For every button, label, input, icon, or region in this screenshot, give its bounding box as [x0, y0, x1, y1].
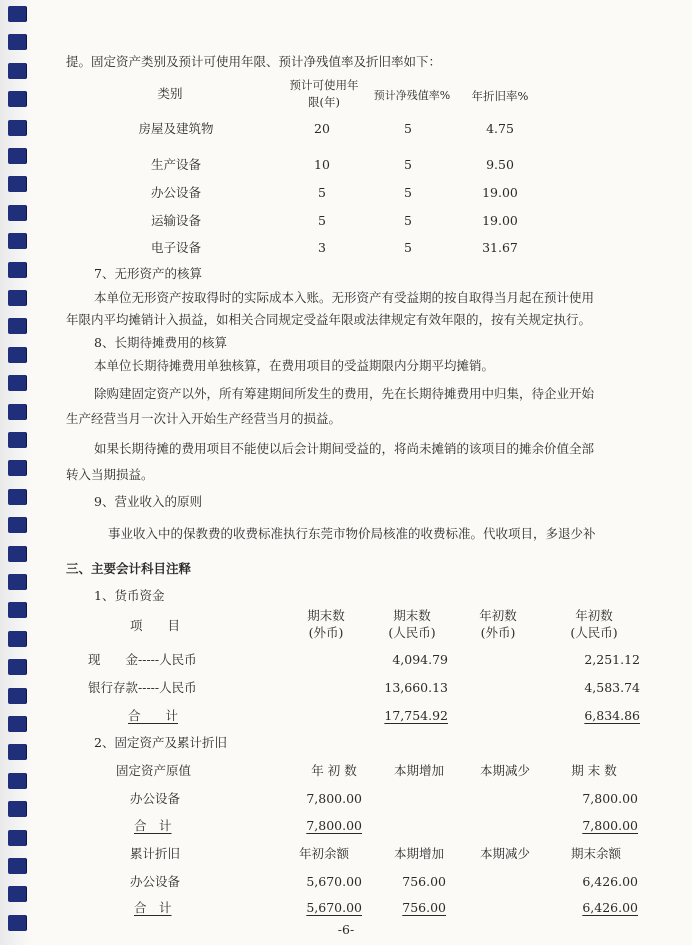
asset-row-residual: 5 — [404, 213, 412, 228]
asset-row-rate: 9.50 — [486, 157, 514, 172]
fixed-orig-row-begin: 7,800.00 — [306, 791, 362, 806]
fixed-orig-row-end: 7,800.00 — [582, 791, 638, 806]
cash-total-label: 合 计 — [128, 708, 179, 723]
section-9-title: 9、营业收入的原则 — [94, 494, 202, 509]
header-category: 类别 — [157, 86, 183, 101]
binding-ring — [8, 659, 26, 675]
header-rate: 年折旧率% — [471, 89, 529, 103]
dep-h-end: 期末余额 — [570, 846, 621, 861]
dep-h-add: 本期增加 — [393, 846, 444, 861]
cash-total-begin-rmb: 6,834.86 — [584, 708, 640, 723]
binding-ring — [8, 262, 26, 278]
binding-ring — [8, 631, 26, 647]
binding-ring — [8, 546, 26, 562]
asset-row-category: 生产设备 — [150, 157, 201, 172]
dep-label: 累计折旧 — [130, 846, 181, 861]
asset-row-residual: 5 — [404, 157, 412, 172]
cash-header-end-fx-sub: (外币) — [308, 625, 344, 640]
binding-ring — [8, 830, 26, 846]
asset-row-residual: 5 — [404, 121, 412, 136]
cash-header-begin-fx-sub: (外币) — [480, 625, 516, 640]
asset-row-years: 5 — [318, 185, 326, 200]
binding-ring — [8, 34, 26, 50]
header-residual: 预计净残值率% — [373, 89, 451, 102]
fixed-orig-h-end: 期 末 数 — [571, 763, 617, 778]
asset-row-category: 运输设备 — [150, 213, 201, 228]
section-8-title: 8、长期待摊费用的核算 — [94, 335, 227, 350]
binding-ring — [8, 148, 26, 164]
cash-header-item: 项 目 — [130, 618, 181, 633]
binding-ring — [8, 375, 26, 391]
binding-ring — [8, 63, 26, 79]
section-8-line3: 生产经营当月一次计入开始生产经营当月的损益。 — [66, 411, 342, 426]
cash-header-begin-rmb-sub: (人民币) — [570, 625, 618, 640]
asset-row-category: 电子设备 — [150, 240, 201, 255]
section-8-line2: 除购建固定资产以外，所有筹建期间所发生的费用，先在长期待摊费用中归集，待企业开始 — [94, 386, 595, 401]
fixed-title: 2、固定资产及累计折旧 — [94, 735, 227, 750]
bank-row-begin-rmb: 4,583.74 — [584, 680, 640, 695]
asset-row-years: 5 — [318, 213, 326, 228]
bank-row-end-rmb: 13,660.13 — [384, 680, 448, 695]
binding-ring — [8, 176, 26, 192]
asset-row-residual: 5 — [404, 185, 412, 200]
cash-total-end-rmb: 17,754.92 — [384, 708, 448, 723]
dep-row-begin: 5,670.00 — [306, 874, 362, 889]
binding-ring — [8, 91, 26, 107]
cash-row-begin-rmb: 2,251.12 — [584, 652, 640, 667]
fixed-orig-h-add: 本期增加 — [393, 763, 444, 778]
part-3-title: 三、主要会计科目注释 — [66, 561, 192, 576]
cash-title: 1、货币资金 — [94, 588, 165, 603]
dep-total-begin: 5,670.00 — [306, 900, 362, 915]
section-8-line4: 如果长期待摊的费用项目不能使以后会计期间受益的，将尚未摊销的该项目的摊余价值全部 — [94, 441, 595, 456]
binding-ring — [8, 233, 26, 249]
binding-ring — [8, 773, 26, 789]
dep-row-end: 6,426.00 — [582, 874, 638, 889]
section-7-line2: 年限内平均摊销计入损益，如相关合同规定受益年限或法律规定有效年限的，按有关规定执行。 — [66, 312, 592, 327]
binding-ring — [8, 915, 26, 931]
fixed-orig-total-label: 合 计 — [134, 818, 172, 833]
asset-row-years: 20 — [314, 121, 330, 136]
fixed-orig-h-sub: 本期减少 — [479, 763, 530, 778]
fixed-orig-row-label: 办公设备 — [130, 791, 181, 806]
binding-ring — [8, 801, 26, 817]
asset-row-years: 3 — [318, 240, 326, 255]
asset-row-rate: 31.67 — [482, 240, 518, 255]
binding-ring — [8, 347, 26, 363]
section-9-line1: 事业收入中的保教费的收费标准执行东莞市物价局核准的收费标准。代收项目，多退少补 — [108, 526, 596, 541]
dep-row-label: 办公设备 — [130, 874, 181, 889]
bank-row-label: 银行存款-----人民币 — [88, 680, 197, 695]
binding-ring — [8, 858, 26, 874]
spiral-binding — [0, 0, 32, 945]
binding-ring — [8, 404, 26, 420]
fixed-orig-total-end: 7,800.00 — [582, 818, 638, 833]
dep-total-end: 6,426.00 — [582, 900, 638, 915]
cash-header-begin-rmb: 年初数 — [575, 608, 613, 623]
binding-ring — [8, 318, 26, 334]
binding-ring — [8, 6, 26, 22]
intro-line: 提。固定资产类别及预计可使用年限、预计净残值率及折旧率如下： — [66, 54, 442, 69]
cash-row-end-rmb: 4,094.79 — [392, 652, 448, 667]
cash-header-end-fx: 期末数 — [307, 608, 345, 623]
binding-ring — [8, 460, 26, 476]
binding-ring — [8, 716, 26, 732]
dep-h-sub: 本期减少 — [479, 846, 530, 861]
page-number: -6- — [337, 922, 355, 937]
asset-row-rate: 19.00 — [482, 185, 518, 200]
fixed-orig-label: 固定资产原值 — [116, 763, 192, 778]
asset-row-rate: 19.00 — [482, 213, 518, 228]
fixed-orig-h-begin: 年 初 数 — [311, 763, 357, 778]
section-7-title: 7、无形资产的核算 — [94, 266, 202, 281]
binding-ring — [8, 517, 26, 533]
dep-total-add: 756.00 — [402, 900, 446, 915]
binding-ring — [8, 886, 26, 902]
binding-ring — [8, 744, 26, 760]
binding-ring — [8, 205, 26, 221]
asset-row-rate: 4.75 — [486, 121, 514, 136]
binding-ring — [8, 290, 26, 306]
cash-row-label: 现 金-----人民币 — [88, 652, 197, 667]
fixed-orig-total-begin: 7,800.00 — [306, 818, 362, 833]
binding-ring — [8, 574, 26, 590]
binding-ring — [8, 120, 26, 136]
cash-header-end-rmb-sub: (人民币) — [388, 625, 436, 640]
binding-ring — [8, 432, 26, 448]
cash-header-end-rmb: 期末数 — [393, 608, 431, 623]
asset-row-residual: 5 — [404, 240, 412, 255]
asset-row-category: 办公设备 — [150, 185, 201, 200]
dep-h-begin: 年初余额 — [298, 846, 349, 861]
header-years-unit: 限(年) — [308, 95, 340, 109]
dep-row-add: 756.00 — [402, 874, 446, 889]
cash-header-begin-fx: 年初数 — [479, 608, 517, 623]
dep-total-label: 合 计 — [134, 900, 172, 915]
section-8-line5: 转入当期损益。 — [66, 467, 154, 482]
binding-ring — [8, 602, 26, 618]
binding-ring — [8, 688, 26, 704]
binding-ring — [8, 489, 26, 505]
header-years: 预计可使用年 — [289, 78, 359, 92]
section-8-line1: 本单位长期待摊费用单独核算，在费用项目的受益期限内分期平均摊销。 — [94, 358, 495, 373]
asset-row-years: 10 — [314, 157, 330, 172]
section-7-line1: 本单位无形资产按取得时的实际成本入账。无形资产有受益期的按自取得当月起在预计使用 — [94, 290, 595, 305]
asset-row-category: 房屋及建筑物 — [138, 121, 214, 136]
